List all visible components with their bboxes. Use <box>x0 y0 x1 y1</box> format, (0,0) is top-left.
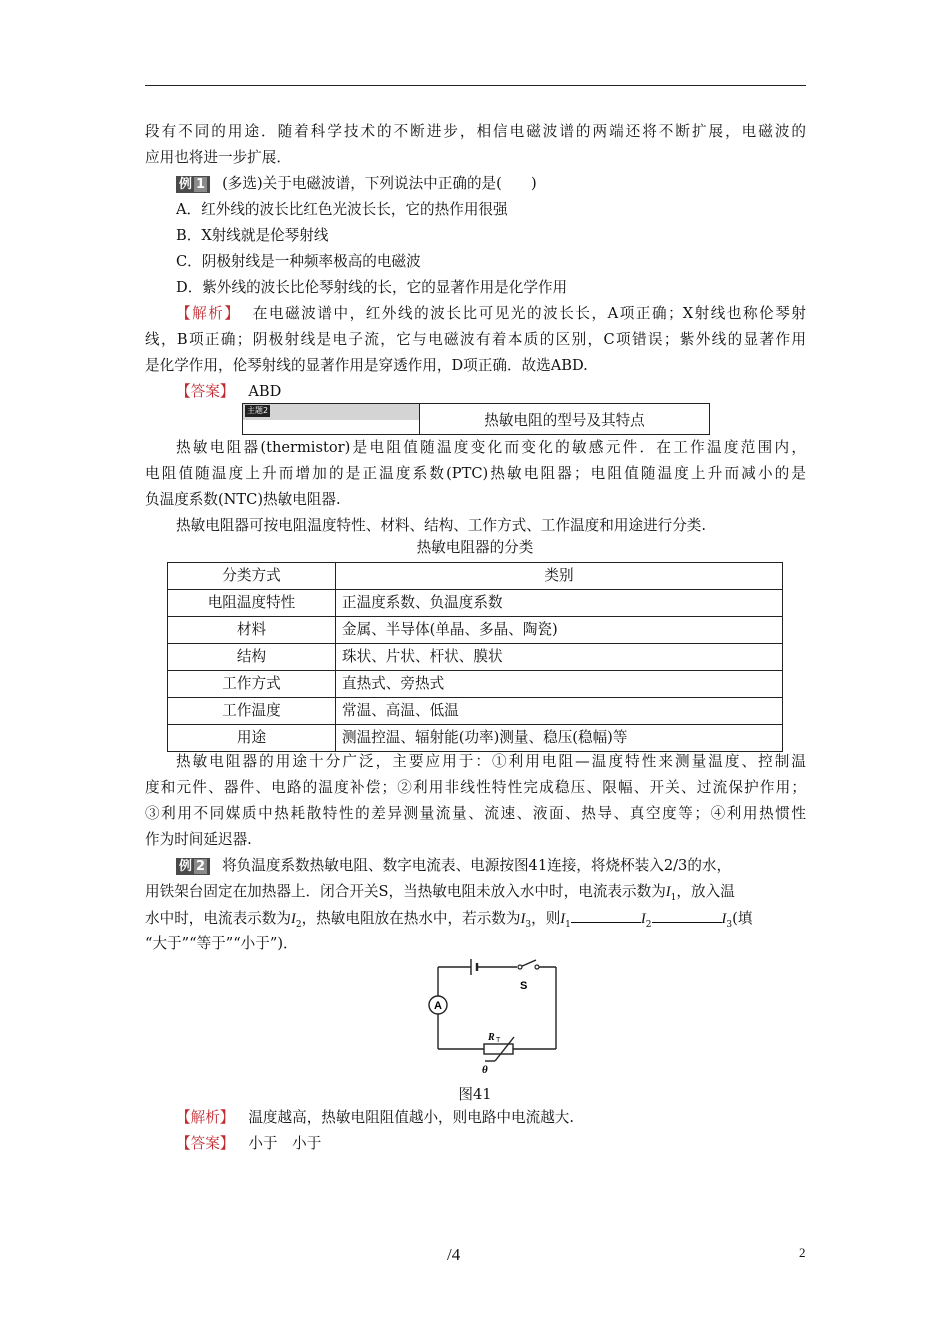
table-cell: 测温控温、辐射能(功率)测量、稳压(稳幅)等 <box>336 725 783 752</box>
example2-line-1 <box>176 856 731 876</box>
answer-tag: 【答案】 <box>176 383 235 400</box>
example-badge: 例 2 <box>176 858 210 875</box>
para3-line-3: ③利用不同媒质中热耗散特性的差异测量流量、流速、液面、热导、真空度等；④利用热惯性 <box>145 805 806 822</box>
para1-line-2: 电阻值随温度上升而增加的是正温度系数(PTC)热敏电阻器；电阻值随温度上升而减小的是 <box>145 465 806 482</box>
ammeter-label: A <box>434 1000 442 1012</box>
answer-text: 小于 小于 <box>248 1135 322 1152</box>
table-cell: 正温度系数、负温度系数 <box>336 590 783 617</box>
answer-tag: 【答案】 <box>176 1135 235 1152</box>
switch-contact <box>518 965 522 969</box>
table-cell: 工作方式 <box>168 671 336 698</box>
example2-analysis <box>176 1108 574 1128</box>
intro-line-2: 应用也将进一步扩展． <box>145 149 291 166</box>
option-a: A．红外线的波长比红色光波长长，它的热作用很强 <box>176 201 508 218</box>
table-cell: 珠状、片状、杆状、膜状 <box>336 644 783 671</box>
analysis-text: 在电磁波谱中，红外线的波长比可见光的波长长，A项正确；X射线也称伦琴射 <box>252 305 806 322</box>
option-c: C．阴极射线是一种频率极高的电磁波 <box>176 253 421 270</box>
question-text: 将负温度系数热敏电阻、数字电流表、电源按图41连接，将烧杯装入2/3的水， <box>222 857 732 874</box>
table-row <box>168 671 783 698</box>
page-number: 2 <box>799 1245 806 1260</box>
footer-page-total: /4 <box>447 1245 461 1264</box>
table-header-row <box>168 563 783 590</box>
table-row <box>168 698 783 725</box>
thermistor-body <box>484 1044 513 1054</box>
table-row <box>168 644 783 671</box>
theta-label: θ <box>482 1064 488 1076</box>
header-rule <box>145 85 806 86</box>
para2: 热敏电阻器可按电阻温度特性、材料、结构、工作方式、工作温度和用途进行分类. <box>176 517 707 534</box>
classification-table <box>167 562 783 752</box>
table-title: 热敏电阻器的分类 <box>416 539 534 556</box>
table-cell: 直热式、旁热式 <box>336 671 783 698</box>
example-badge: 例 1 <box>176 176 210 193</box>
para3-line-1: 热敏电阻器的用途十分广泛，主要应用于：①利用电阻—温度特性来测量温度、控制温 <box>176 753 806 770</box>
para3-line-2: 度和元件、器件、电路的温度补偿；②利用非线性特性完成稳压、限幅、开关、过流保护作用； <box>145 779 806 796</box>
analysis-text: 温度越高，热敏电阻阻值越小，则电路中电流越大. <box>248 1109 575 1126</box>
para3-line-4: 作为时间延迟器. <box>145 831 252 848</box>
example2-line-4: “大于”“等于”“小于”)． <box>145 935 298 952</box>
analysis-tag: 【解析】 <box>176 1109 235 1126</box>
table-row <box>168 617 783 644</box>
question-text: (多选)关于电磁波谱，下列说法中正确的是( ) <box>222 175 537 192</box>
example2-line-2: 用铁架台固定在加热器上．闭合开关S，当热敏电阻未放入水中时，电流表示数为$I_1$，放入温 <box>145 883 735 903</box>
table-cell: 工作温度 <box>168 698 336 725</box>
switch-blade <box>520 960 536 967</box>
example1-analysis-1 <box>176 304 806 324</box>
resistor-subscript: T <box>496 1037 501 1044</box>
table-header: 类别 <box>336 563 783 590</box>
example1-question <box>176 174 537 194</box>
example2-line-3: 水中时，电流表示数为$I_2$，热敏电阻放在热水中，若示数为$I_3$，则$I_1$ $I_2$ $I_3$(填 <box>145 910 753 930</box>
table-row <box>168 590 783 617</box>
table-cell: 材料 <box>168 617 336 644</box>
answer-blank-2 <box>652 908 722 923</box>
example1-analysis-2: 线，B项正确；阴极射线是电子流，它与电磁波有着本质的区别，C项错误；紫外线的显著作用 <box>145 331 806 348</box>
example2-answer <box>176 1134 321 1154</box>
circuit-diagram <box>425 955 565 1080</box>
switch-label: S <box>520 980 528 992</box>
resistor-label: R <box>488 1032 495 1043</box>
para1-line-3: 负温度系数(NTC)热敏电阻器. <box>145 491 341 508</box>
example1-analysis-3: 是化学作用，伦琴射线的显著作用是穿透作用，D项正确．故选ABD. <box>145 357 588 374</box>
table-cell: 金属、半导体(单晶、多晶、陶瓷) <box>336 617 783 644</box>
table-cell: 电阻温度特性 <box>168 590 336 617</box>
answer-text: ABD <box>248 383 282 400</box>
example1-answer <box>176 382 281 402</box>
table-row <box>168 725 783 752</box>
switch-contact <box>535 965 539 969</box>
answer-blank-1 <box>571 908 641 923</box>
table-cell: 常温、高温、低温 <box>336 698 783 725</box>
option-d: D．紫外线的波长比伦琴射线的长，它的显著作用是化学作用 <box>176 279 568 296</box>
analysis-tag: 【解析】 <box>176 305 241 322</box>
option-b: B．X射线就是伦琴射线 <box>176 227 329 244</box>
intro-line-1: 段有不同的用途．随着科学技术的不断进步，相信电磁波谱的两端还将不断扩展，电磁波的 <box>145 123 806 140</box>
table-cell: 用途 <box>168 725 336 752</box>
table-cell: 结构 <box>168 644 336 671</box>
table-header: 分类方式 <box>168 563 336 590</box>
figure-caption: 图41 <box>458 1086 492 1103</box>
topic-title: 热敏电阻的型号及其特点 <box>484 412 645 429</box>
para1-line-1: 热敏电阻器(thermistor)是电阻值随温度变化而变化的敏感元件．在工作温度范围内， <box>176 439 806 456</box>
topic-header <box>242 403 710 435</box>
topic-label: 主题2 <box>247 406 269 415</box>
